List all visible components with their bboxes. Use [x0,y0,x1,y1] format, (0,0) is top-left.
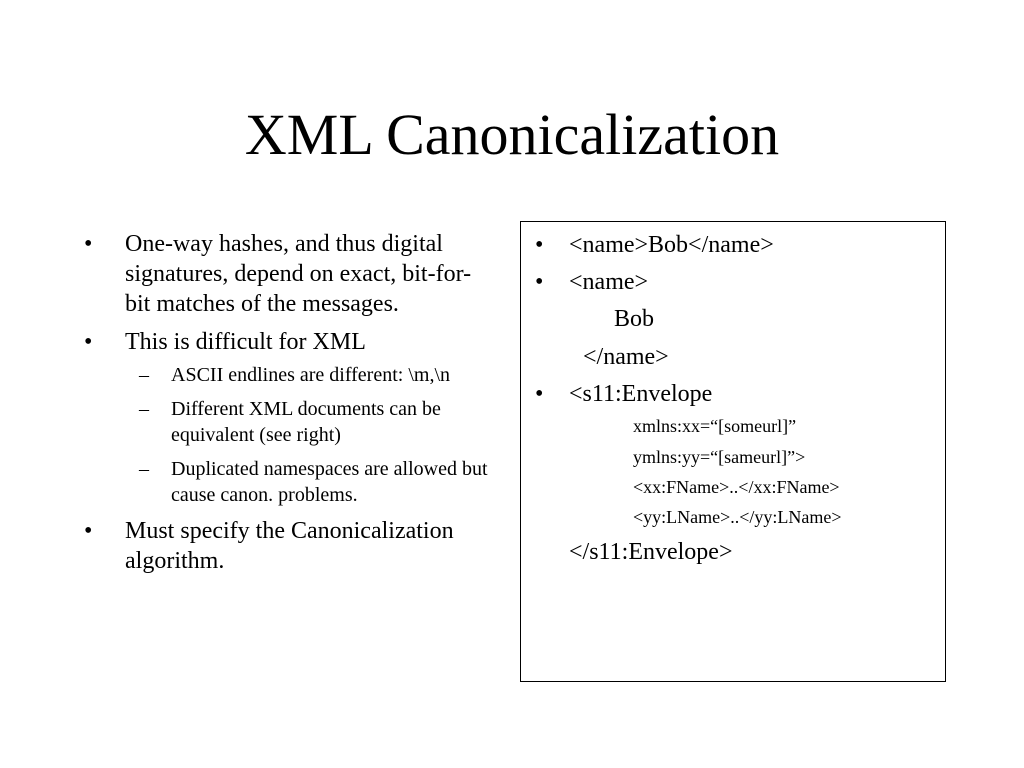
sub-bullet-marker: – [139,364,149,386]
sub-bullet-marker: – [139,458,149,480]
bullet-marker: • [84,518,93,544]
sub-bullet-item [84,456,494,508]
left-bullet-list [84,229,494,576]
sub-bullet-item [84,362,494,388]
sub-bullet-marker: – [139,398,149,420]
bullet-item [84,327,494,357]
bullet-item [84,229,494,319]
xml-line: </s11:Envelope> [569,539,733,565]
sub-bullet-text: ASCII endlines are different: \m,\n [171,364,451,386]
sub-bullet-item [84,396,494,448]
sub-bullet-text: Duplicated namespaces are allowed but cause canon. problems. [171,458,488,506]
xml-line: <xx:FName>..</xx:FName> [633,477,840,497]
xml-line: Bob [614,306,655,332]
xml-line: <name> [569,269,649,295]
bullet-text: One-way hashes, and thus digital signatures, depend on exact, bit-for-bit matches of the messages. [125,231,472,317]
xml-line: </name> [583,344,669,370]
xml-line: <yy:LName>..</yy:LName> [633,507,842,527]
bullet-item [84,516,494,576]
xml-line: ymlns:yy=“[sameurl]”> [633,447,806,467]
sub-bullet-text: Different XML documents can be equivalent (see right) [171,398,441,446]
bullet-marker: • [535,269,544,295]
bullet-marker: • [84,329,93,355]
slide-title: XML Canonicalization [244,102,780,167]
bullet-marker: • [535,232,544,258]
bullet-marker: • [84,231,93,257]
xml-example-box [520,221,946,682]
xml-line: xmlns:xx=“[someurl]” [633,416,797,436]
bullet-marker: • [535,381,544,407]
xml-line: <s11:Envelope [569,381,713,407]
xml-line: <name>Bob</name> [569,232,774,258]
bullet-text: Must specify the Canonicalization algorithm. [125,518,454,574]
bullet-text: This is difficult for XML [125,329,366,355]
